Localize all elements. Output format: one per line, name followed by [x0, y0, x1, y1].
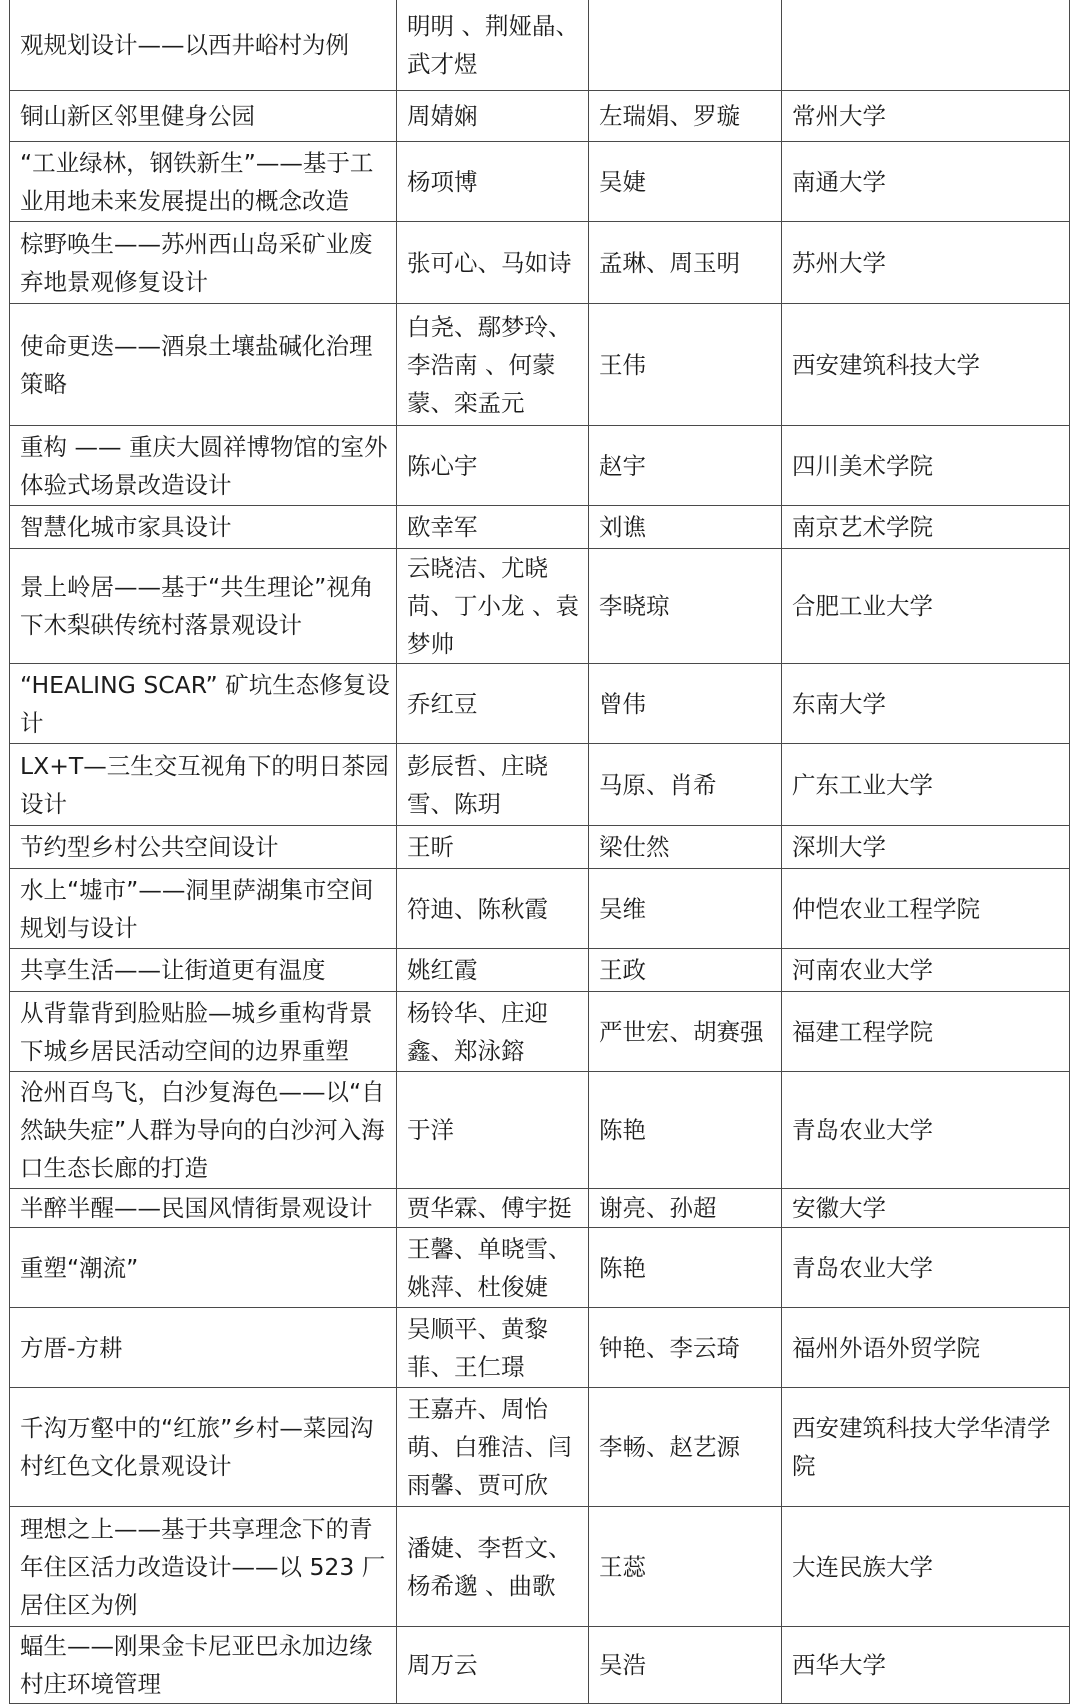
project-cell: 棕野唤生——苏州西山岛采矿业废弃地景观修复设计 [10, 222, 397, 304]
students-cell: 张可心、马如诗 [397, 222, 589, 304]
table-row [10, 869, 1070, 949]
students-cell: 明明 、荆娅晶、武才煜 [397, 0, 589, 91]
students-cell: 周万云 [397, 1627, 589, 1704]
school-cell: 西华大学 [782, 1627, 1070, 1704]
advisors-cell: 李晓琼 [589, 549, 782, 664]
students-cell: 白尧、鄢梦玲、李浩南 、何蒙蒙、栾孟元 [397, 304, 589, 426]
project-cell: “HEALING SCAR” 矿坑生态修复设计 [10, 664, 397, 744]
students-cell: 符迪、陈秋霞 [397, 869, 589, 949]
school-cell: 福州外语外贸学院 [782, 1308, 1070, 1388]
table-row [10, 1228, 1070, 1308]
school-cell: 南通大学 [782, 142, 1070, 222]
advisors-cell: 陈艳 [589, 1228, 782, 1308]
table-row [10, 1189, 1070, 1228]
school-cell: 深圳大学 [782, 826, 1070, 869]
students-cell: 贾华霖、傅宇挺 [397, 1189, 589, 1228]
school-cell: 青岛农业大学 [782, 1072, 1070, 1189]
project-cell: “工业绿林，钢铁新生”——基于工业用地未来发展提出的概念改造 [10, 142, 397, 222]
table-row [10, 1627, 1070, 1704]
advisors-cell: 钟艳、李云琦 [589, 1308, 782, 1388]
project-cell: LX+T—三生交互视角下的明日茶园设计 [10, 744, 397, 826]
advisors-cell: 左瑞娟、罗璇 [589, 91, 782, 142]
project-cell: 沧州百鸟飞，白沙复海色——以“自然缺失症”人群为导向的白沙河入海口生态长廊的打造 [10, 1072, 397, 1189]
table-row [10, 1308, 1070, 1388]
students-cell: 吴顺平、黄黎菲、王仁璟 [397, 1308, 589, 1388]
students-cell: 杨铃华、庄迎鑫、郑泳鎔 [397, 992, 589, 1072]
advisors-cell: 吴婕 [589, 142, 782, 222]
school-cell: 西安建筑科技大学华清学院 [782, 1388, 1070, 1507]
advisors-cell: 李畅、赵艺源 [589, 1388, 782, 1507]
project-cell: 水上“墟市”——洞里萨湖集市空间规划与设计 [10, 869, 397, 949]
school-cell: 大连民族大学 [782, 1507, 1070, 1627]
students-cell: 欧幸军 [397, 506, 589, 549]
advisors-cell: 孟琳、周玉明 [589, 222, 782, 304]
advisors-cell [589, 0, 782, 91]
school-cell: 青岛农业大学 [782, 1228, 1070, 1308]
advisors-cell: 梁仕然 [589, 826, 782, 869]
school-cell: 合肥工业大学 [782, 549, 1070, 664]
school-cell: 广东工业大学 [782, 744, 1070, 826]
advisors-cell: 严世宏、胡赛强 [589, 992, 782, 1072]
table-row [10, 949, 1070, 992]
project-cell: 观规划设计——以西井峪村为例 [10, 0, 397, 91]
award-table-body [10, 0, 1070, 1704]
school-cell: 西安建筑科技大学 [782, 304, 1070, 426]
project-cell: 半醉半醒——民国风情街景观设计 [10, 1189, 397, 1228]
students-cell: 王嘉卉、周怡萌、白雅洁、闫雨馨、贾可欣 [397, 1388, 589, 1507]
students-cell: 姚红霞 [397, 949, 589, 992]
advisors-cell: 吴维 [589, 869, 782, 949]
students-cell: 云晓洁、尤晓苘、丁小龙 、袁梦帅 [397, 549, 589, 664]
project-cell: 重塑“潮流” [10, 1228, 397, 1308]
table-row [10, 549, 1070, 664]
school-cell: 福建工程学院 [782, 992, 1070, 1072]
school-cell: 南京艺术学院 [782, 506, 1070, 549]
students-cell: 陈心宇 [397, 426, 589, 506]
table-row [10, 826, 1070, 869]
table-row [10, 222, 1070, 304]
advisors-cell: 刘谯 [589, 506, 782, 549]
advisors-cell: 王蕊 [589, 1507, 782, 1627]
advisors-cell: 吴浩 [589, 1627, 782, 1704]
table-row [10, 506, 1070, 549]
school-cell: 仲恺农业工程学院 [782, 869, 1070, 949]
advisors-cell: 马原、肖希 [589, 744, 782, 826]
project-cell: 铜山新区邻里健身公园 [10, 91, 397, 142]
project-cell: 千沟万壑中的“红旅”乡村—菜园沟村红色文化景观设计 [10, 1388, 397, 1507]
school-cell: 苏州大学 [782, 222, 1070, 304]
table-row [10, 1072, 1070, 1189]
students-cell: 潘婕、李哲文、杨希邈 、曲歌 [397, 1507, 589, 1627]
students-cell: 于洋 [397, 1072, 589, 1189]
school-cell: 河南农业大学 [782, 949, 1070, 992]
project-cell: 节约型乡村公共空间设计 [10, 826, 397, 869]
students-cell: 周婧娴 [397, 91, 589, 142]
school-cell: 四川美术学院 [782, 426, 1070, 506]
project-cell: 使命更迭——酒泉土壤盐碱化治理策略 [10, 304, 397, 426]
table-row [10, 992, 1070, 1072]
students-cell: 王昕 [397, 826, 589, 869]
project-cell: 方厝-方耕 [10, 1308, 397, 1388]
advisors-cell: 陈艳 [589, 1072, 782, 1189]
table-row [10, 1388, 1070, 1507]
project-cell: 共享生活——让街道更有温度 [10, 949, 397, 992]
project-cell: 重构 —— 重庆大圆祥博物馆的室外体验式场景改造设计 [10, 426, 397, 506]
project-cell: 智慧化城市家具设计 [10, 506, 397, 549]
table-row [10, 142, 1070, 222]
students-cell: 乔红豆 [397, 664, 589, 744]
students-cell: 彭辰哲、庄晓雪、陈玥 [397, 744, 589, 826]
school-cell [782, 0, 1070, 91]
table-row [10, 0, 1070, 91]
advisors-cell: 王政 [589, 949, 782, 992]
advisors-cell: 王伟 [589, 304, 782, 426]
project-cell: 蝠生——刚果金卡尼亚巴永加边缘村庄环境管理 [10, 1627, 397, 1704]
table-row [10, 426, 1070, 506]
table-row [10, 744, 1070, 826]
advisors-cell: 赵宇 [589, 426, 782, 506]
school-cell: 常州大学 [782, 91, 1070, 142]
students-cell: 杨项博 [397, 142, 589, 222]
project-cell: 理想之上——基于共享理念下的青年住区活力改造设计——以 523 厂居住区为例 [10, 1507, 397, 1627]
project-cell: 景上岭居——基于“共生理论”视角下木梨硔传统村落景观设计 [10, 549, 397, 664]
school-cell: 东南大学 [782, 664, 1070, 744]
project-cell: 从背靠背到脸贴脸—城乡重构背景下城乡居民活动空间的边界重塑 [10, 992, 397, 1072]
award-table [9, 0, 1070, 1704]
advisors-cell: 谢亮、孙超 [589, 1189, 782, 1228]
table-row [10, 91, 1070, 142]
students-cell: 王馨、单晓雪、姚萍、杜俊婕 [397, 1228, 589, 1308]
table-row [10, 1507, 1070, 1627]
advisors-cell: 曾伟 [589, 664, 782, 744]
table-row [10, 304, 1070, 426]
table-row [10, 664, 1070, 744]
school-cell: 安徽大学 [782, 1189, 1070, 1228]
